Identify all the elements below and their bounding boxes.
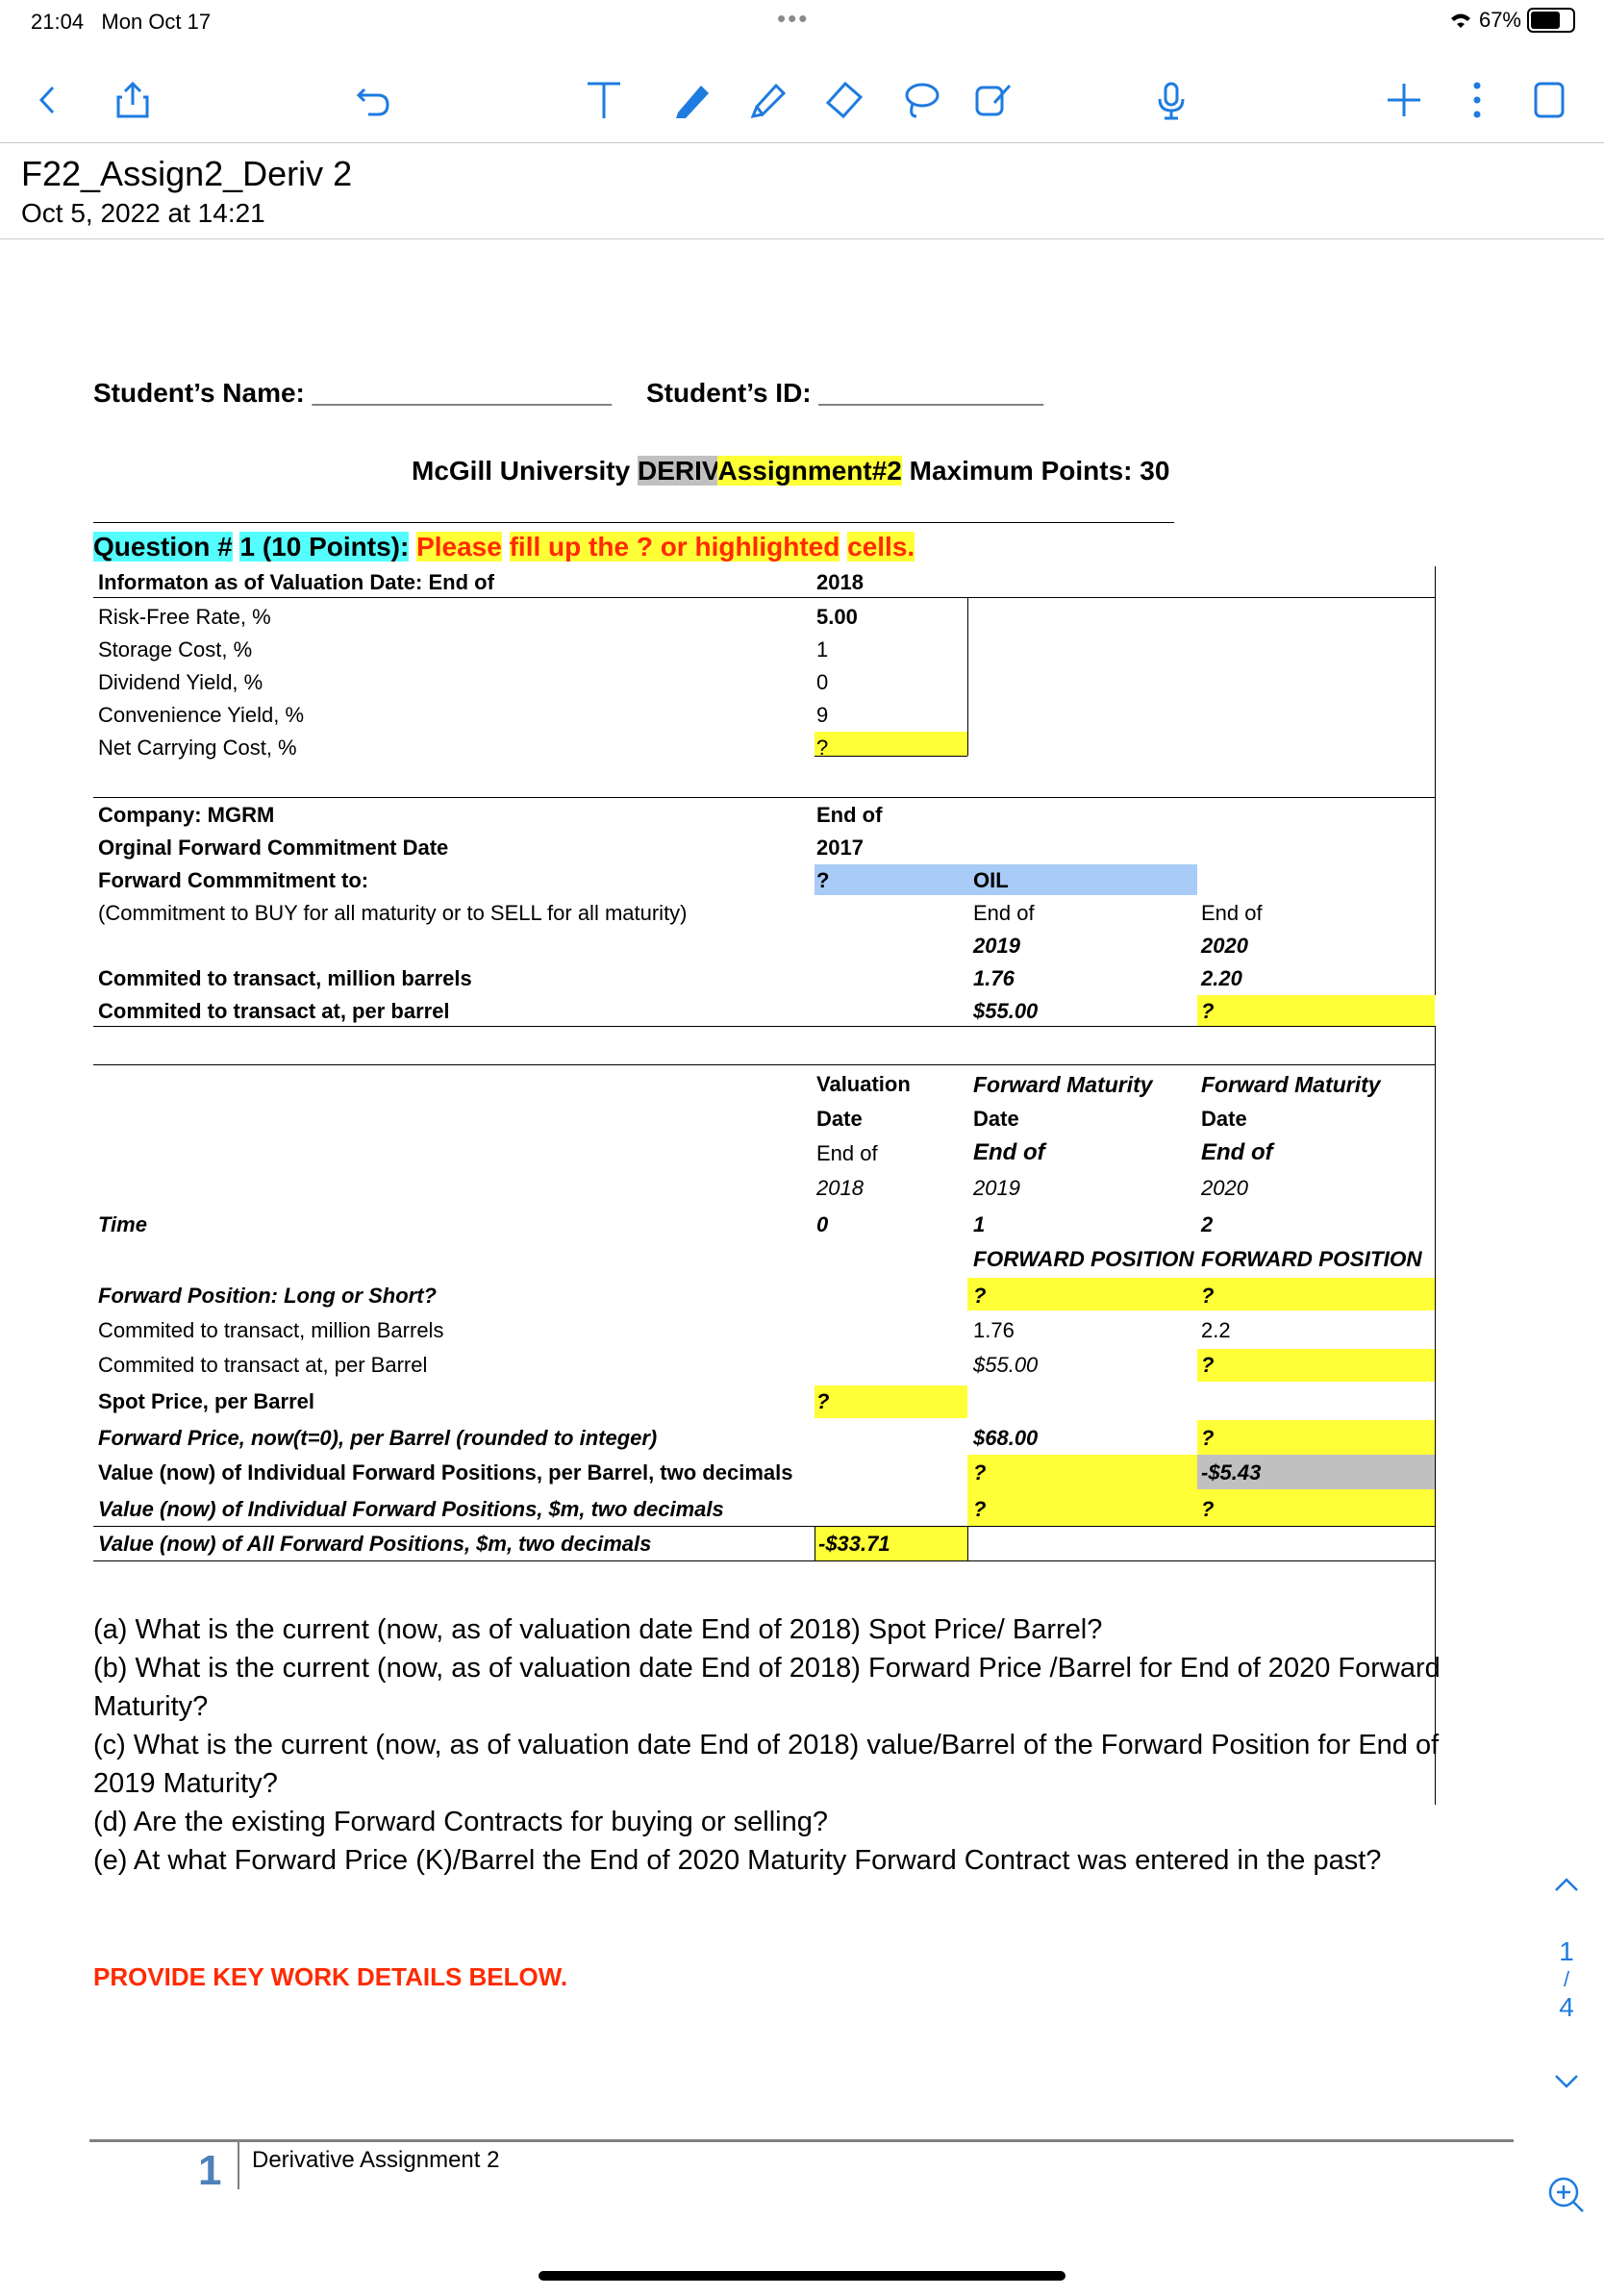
question-a: (a) What is the current (now, as of valuation date End of 2018) Spot Price/ Barrel? [93,1614,1103,1645]
net-carry-highlight[interactable] [815,732,967,756]
wifi-icon [1448,11,1473,30]
row-label: Spot Price, per Barrel [98,1389,314,1413]
microphone-icon[interactable] [1144,73,1198,127]
info-row-value: 9 [816,703,829,727]
row-value[interactable]: ? [1201,1353,1215,1377]
student-name-field[interactable]: Student’s Name: ____________________ [93,378,613,408]
row-value[interactable]: ? [1201,1284,1215,1308]
info-row-value: 5.00 [816,605,858,629]
col1-end-of: End of [973,901,1035,925]
value-m-2020-highlight[interactable] [1197,1489,1435,1526]
fwd-price-2020-highlight[interactable] [1197,1420,1435,1455]
row-value: $68.00 [973,1426,1039,1450]
footer-page-number: 1 [198,2147,222,2194]
info-row-label: Dividend Yield, % [98,670,263,694]
row-value[interactable]: ? [816,1389,830,1413]
year-2020: 2020 [1201,1176,1248,1200]
barrels-2019: 1.76 [973,966,1015,990]
end-of-header: End of [973,1139,1045,1165]
add-icon[interactable] [1377,73,1431,127]
info-row-label: Net Carrying Cost, % [98,736,297,760]
fwd-position-header: FORWARD POSITION [1201,1247,1422,1271]
eraser-icon[interactable] [817,73,871,127]
row-value[interactable]: ? [1201,1426,1215,1450]
company-label: Company: MGRM [98,803,275,827]
lasso-icon[interactable] [894,73,948,127]
col1-year: 2019 [973,934,1020,958]
row-value: 2.2 [1201,1318,1231,1342]
pdf-page [0,239,1604,2296]
shapes-icon[interactable] [966,73,1020,127]
pen-icon[interactable] [664,73,717,127]
question-b: (b) What is the current (now, as of valuation date End of 2018) Forward Price /Barrel for End of 2020 Forward Maturity? [93,1653,1441,1722]
status-bar [0,0,1604,46]
price-2019: $55.00 [973,999,1039,1023]
orig-date-label: Orginal Forward Commitment Date [98,836,449,860]
clock: 21:04 Mon Oct 17 [31,10,212,34]
key-work-note: PROVIDE KEY WORK DETAILS BELOW. [93,1962,568,1991]
time-0: 0 [816,1212,829,1236]
back-icon[interactable] [21,73,75,127]
info-row-value: 1 [816,637,829,661]
commit-note: (Commitment to BUY for all maturity or to SELL for all maturity) [98,901,688,925]
col2-year: 2020 [1201,934,1248,958]
row-label: Value (now) of Individual Forward Positions, $m, two decimals [98,1497,724,1521]
info-row-label: Risk-Free Rate, % [98,605,271,629]
question-d: (d) Are the existing Forward Contracts for buying or selling? [93,1807,829,1837]
battery-icon [1527,8,1575,33]
end-of-header: End of [1201,1139,1273,1165]
end-of-header: End of [816,1141,878,1165]
year-2019: 2019 [973,1176,1020,1200]
home-indicator[interactable] [539,2271,1065,2281]
row-value: 1.76 [973,1318,1015,1342]
date-header: Date [973,1107,1019,1131]
more-icon[interactable] [1450,73,1504,127]
question-heading: Question # 1 (10 Points): Please fill up the ? or highlighted cells. [93,532,915,562]
valuation-header: Valuation [816,1072,911,1096]
info-header-year: 2018 [816,570,864,594]
value-2019-highlight[interactable] [967,1455,1197,1526]
orig-date-end-of: End of [816,803,883,827]
share-icon[interactable] [106,73,160,127]
fwd-position-header: FORWARD POSITION [973,1247,1194,1271]
page-indicator: 1 / 4 [1559,1936,1574,2022]
col2-end-of: End of [1201,901,1263,925]
year-2018: 2018 [816,1176,864,1200]
price-2020-highlight[interactable] [1197,1349,1435,1382]
commodity: OIL [973,868,1009,892]
text-tool-icon[interactable] [577,73,631,127]
orig-date-year: 2017 [816,836,864,860]
page-down-icon[interactable] [1542,2067,1591,2098]
heading-rule [93,522,1174,523]
row-value[interactable]: ? [973,1497,987,1521]
multitasking-dots-icon[interactable]: ••• [777,4,810,33]
row-value[interactable]: ? [973,1460,987,1485]
student-id-field[interactable]: Student’s ID: _______________ [646,378,1043,408]
info-row-value[interactable]: ? [816,736,829,760]
row-label: Commited to transact, million Barrels [98,1318,444,1342]
row-value: -$33.71 [818,1532,890,1556]
fwd-maturity-header: Forward Maturity [1201,1072,1381,1097]
info-row-label: Convenience Yield, % [98,703,305,727]
commit-to-label: Forward Commmitment to: [98,868,369,892]
info-row-value: 0 [816,670,829,694]
row-label: Commited to transact at, per Barrel [98,1353,428,1377]
row-value[interactable]: ? [973,1284,987,1308]
time-1: 1 [973,1212,986,1236]
row-value: -$5.43 [1201,1460,1262,1485]
price-2020[interactable]: ? [1201,999,1215,1023]
time-label: Time [98,1212,147,1236]
row-value[interactable]: ? [1201,1497,1215,1521]
highlighter-icon[interactable] [740,73,794,127]
row-label: Value (now) of All Forward Positions, $m, two decimals [98,1532,652,1556]
footer-rule [89,2139,1514,2142]
toolbar [0,60,1604,143]
page-view-icon[interactable] [1523,73,1577,127]
commit-to-value[interactable]: ? [816,868,830,892]
document-date: Oct 5, 2022 at 14:21 [21,198,265,228]
question-e: (e) At what Forward Price (K)/Barrel the End of 2020 Maturity Forward Contract was entered in the past? [93,1845,1382,1876]
battery-status: 67% [1448,8,1575,33]
page-up-icon[interactable] [1542,1870,1591,1901]
row-label: Value (now) of Individual Forward Positions, per Barrel, two decimals [98,1460,793,1485]
question-c: (c) What is the current (now, as of valuation date End of 2018) value/Barrel of the Forward Position for End of 2019 Maturity? [93,1730,1440,1799]
barrels-label: Commited to transact, million barrels [98,966,472,990]
date-header: Date [816,1107,863,1131]
assignment-heading: McGill University DERIVAssignment#2 Maximum Points: 30 [412,456,1170,486]
row-value: $55.00 [973,1353,1039,1377]
footer-divider [238,2141,239,2189]
zoom-in-icon[interactable] [1542,2175,1591,2222]
spot-highlight[interactable] [815,1385,967,1418]
row-label: Forward Position: Long or Short? [98,1284,437,1308]
info-header-label: Informaton as of Valuation Date: End of [98,570,494,594]
info-row-label: Storage Cost, % [98,637,253,661]
row-label: Forward Price, now(t=0), per Barrel (rounded to integer) [98,1426,658,1450]
footer-title: Derivative Assignment 2 [252,2147,500,2173]
time-2: 2 [1201,1212,1214,1236]
date-header: Date [1201,1107,1247,1131]
price-label: Commited to transact at, per barrel [98,999,450,1023]
barrels-2020: 2.20 [1201,966,1242,990]
price-2020-highlight[interactable] [1197,995,1435,1026]
undo-icon[interactable] [346,73,400,127]
document-title: F22_Assign2_Deriv 2 [21,154,353,193]
fwd-maturity-header: Forward Maturity [973,1072,1153,1097]
